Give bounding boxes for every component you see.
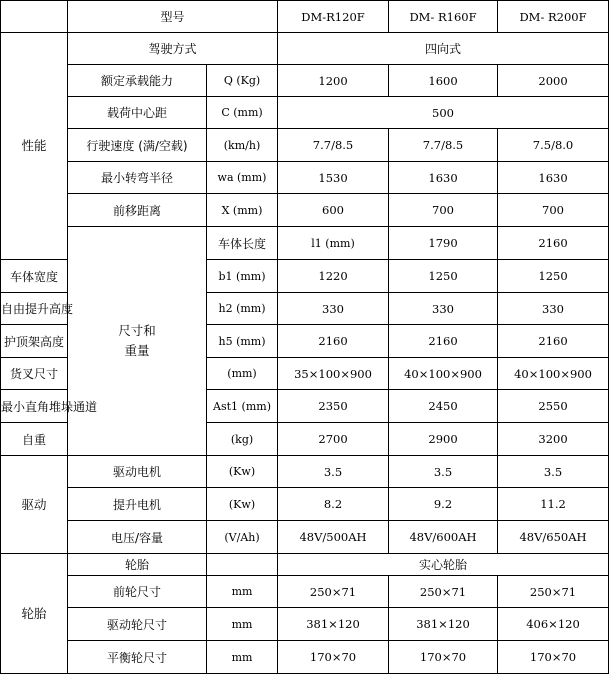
- header-row: [1, 1, 609, 33]
- turn-radius-value-3: 1630: [498, 162, 609, 194]
- guard-height-value-2: 2160: [389, 325, 498, 358]
- drive-wheel-value-2: 381×120: [389, 608, 498, 641]
- category-performance: 性能: [1, 33, 68, 260]
- category-drive: 驱动: [1, 456, 68, 554]
- drive-motor-value-3: 3.5: [498, 456, 609, 488]
- row-drive-mode: [1, 33, 609, 65]
- width-label: 车体宽度: [1, 260, 68, 293]
- balance-wheel-value-1: 170×70: [278, 641, 389, 674]
- row-battery: [1, 521, 609, 554]
- free-lift-label: 自由提升高度: [1, 293, 68, 325]
- free-lift-value-2: 330: [389, 293, 498, 325]
- turn-radius-value-1: 1530: [278, 162, 389, 194]
- width-unit: b1 (mm): [207, 260, 278, 293]
- row-reach: [1, 194, 609, 227]
- rated-load-label: 额定承载能力: [68, 65, 207, 97]
- row-lift-motor: [1, 488, 609, 521]
- reach-value-2: 700: [389, 194, 498, 227]
- speed-value-2: 7.7/8.5: [389, 129, 498, 162]
- battery-value-2: 48V/600AH: [389, 521, 498, 554]
- balance-wheel-unit: mm: [207, 641, 278, 674]
- row-turn-radius: [1, 162, 609, 194]
- drive-motor-unit: (Kw): [207, 456, 278, 488]
- lift-motor-value-2: 9.2: [389, 488, 498, 521]
- aisle-unit: Ast1 (mm): [207, 390, 278, 423]
- turn-radius-label: 最小转弯半径: [68, 162, 207, 194]
- front-wheel-unit: mm: [207, 576, 278, 608]
- battery-label: 电压/容量: [68, 521, 207, 554]
- rated-load-value-1: 1200: [278, 65, 389, 97]
- balance-wheel-label: 平衡轮尺寸: [68, 641, 207, 674]
- length-label: 车体长度: [207, 227, 278, 260]
- fork-size-value-2: 40×100×900: [389, 358, 498, 390]
- load-center-label: 载荷中心距: [68, 97, 207, 129]
- row-rated-load: [1, 65, 609, 97]
- fork-size-unit: (mm): [207, 358, 278, 390]
- model-r120f: DM-R120F: [278, 1, 389, 33]
- lift-motor-unit: (Kw): [207, 488, 278, 521]
- guard-height-value-3: 2160: [498, 325, 609, 358]
- row-tire-type: [1, 554, 609, 576]
- length-value-1: 1790: [389, 227, 498, 260]
- front-wheel-value-3: 250×71: [498, 576, 609, 608]
- load-center-unit: C (mm): [207, 97, 278, 129]
- speed-value-3: 7.5/8.0: [498, 129, 609, 162]
- row-drive-wheel: [1, 608, 609, 641]
- category-tires: 轮胎: [1, 554, 68, 674]
- reach-label: 前移距离: [68, 194, 207, 227]
- turn-radius-value-2: 1630: [389, 162, 498, 194]
- aisle-value-1: 2350: [278, 390, 389, 423]
- speed-unit: (km/h): [207, 129, 278, 162]
- speed-value-1: 7.7/8.5: [278, 129, 389, 162]
- drive-motor-value-1: 3.5: [278, 456, 389, 488]
- width-value-3: 1250: [498, 260, 609, 293]
- front-wheel-value-2: 250×71: [389, 576, 498, 608]
- turn-radius-unit: wa (mm): [207, 162, 278, 194]
- row-load-center: [1, 97, 609, 129]
- weight-unit: (kg): [207, 423, 278, 456]
- category-dimensions: [68, 227, 207, 456]
- row-drive-motor: [1, 456, 609, 488]
- drive-wheel-unit: mm: [207, 608, 278, 641]
- drive-mode-value: 四向式: [278, 33, 609, 65]
- battery-value-3: 48V/650AH: [498, 521, 609, 554]
- free-lift-value-1: 330: [278, 293, 389, 325]
- aisle-label: 最小直角堆垛通道: [1, 390, 68, 423]
- drive-wheel-value-1: 381×120: [278, 608, 389, 641]
- front-wheel-value-1: 250×71: [278, 576, 389, 608]
- reach-value-1: 600: [278, 194, 389, 227]
- model-r200f: DM- R200F: [498, 1, 609, 33]
- battery-value-1: 48V/500AH: [278, 521, 389, 554]
- speed-label: 行驶速度 (满/空载): [68, 129, 207, 162]
- row-speed: [1, 129, 609, 162]
- front-wheel-label: 前轮尺寸: [68, 576, 207, 608]
- weight-value-1: 2700: [278, 423, 389, 456]
- balance-wheel-value-2: 170×70: [389, 641, 498, 674]
- weight-label: 自重: [1, 423, 68, 456]
- length-unit: l1 (mm): [278, 227, 389, 260]
- weight-value-3: 3200: [498, 423, 609, 456]
- guard-height-unit: h5 (mm): [207, 325, 278, 358]
- rated-load-value-2: 1600: [389, 65, 498, 97]
- row-length: [1, 227, 609, 260]
- model-r160f: DM- R160F: [389, 1, 498, 33]
- length-value-2: 2160: [498, 227, 609, 260]
- free-lift-value-3: 330: [498, 293, 609, 325]
- corner-cell: [1, 1, 68, 33]
- battery-unit: (V/Ah): [207, 521, 278, 554]
- guard-height-value-1: 2160: [278, 325, 389, 358]
- guard-height-label: 护顶架高度: [1, 325, 68, 358]
- row-front-wheel: [1, 576, 609, 608]
- fork-size-label: 货叉尺寸: [1, 358, 68, 390]
- width-value-2: 1250: [389, 260, 498, 293]
- drive-wheel-label: 驱动轮尺寸: [68, 608, 207, 641]
- tire-type-label: 轮胎: [68, 554, 207, 576]
- lift-motor-value-3: 11.2: [498, 488, 609, 521]
- reach-value-3: 700: [498, 194, 609, 227]
- fork-size-value-3: 40×100×900: [498, 358, 609, 390]
- load-center-value: 500: [278, 97, 609, 129]
- drive-motor-label: 驱动电机: [68, 456, 207, 488]
- lift-motor-value-1: 8.2: [278, 488, 389, 521]
- rated-load-unit: Q (Kg): [207, 65, 278, 97]
- aisle-value-3: 2550: [498, 390, 609, 423]
- tire-type-value: 实心轮胎: [278, 554, 609, 576]
- reach-unit: X (mm): [207, 194, 278, 227]
- row-balance-wheel: [1, 641, 609, 674]
- drive-wheel-value-3: 406×120: [498, 608, 609, 641]
- free-lift-unit: h2 (mm): [207, 293, 278, 325]
- rated-load-value-3: 2000: [498, 65, 609, 97]
- model-label: 型号: [68, 1, 278, 33]
- weight-value-2: 2900: [389, 423, 498, 456]
- category-dimensions-line2: 重量: [124, 343, 150, 358]
- lift-motor-label: 提升电机: [68, 488, 207, 521]
- width-value-1: 1220: [278, 260, 389, 293]
- category-dimensions-line1: 尺寸和: [118, 323, 156, 338]
- drive-mode-label: 驾驶方式: [68, 33, 278, 65]
- drive-motor-value-2: 3.5: [389, 456, 498, 488]
- balance-wheel-value-3: 170×70: [498, 641, 609, 674]
- aisle-value-2: 2450: [389, 390, 498, 423]
- fork-size-value-1: 35×100×900: [278, 358, 389, 390]
- tire-type-unit-empty: [207, 554, 278, 576]
